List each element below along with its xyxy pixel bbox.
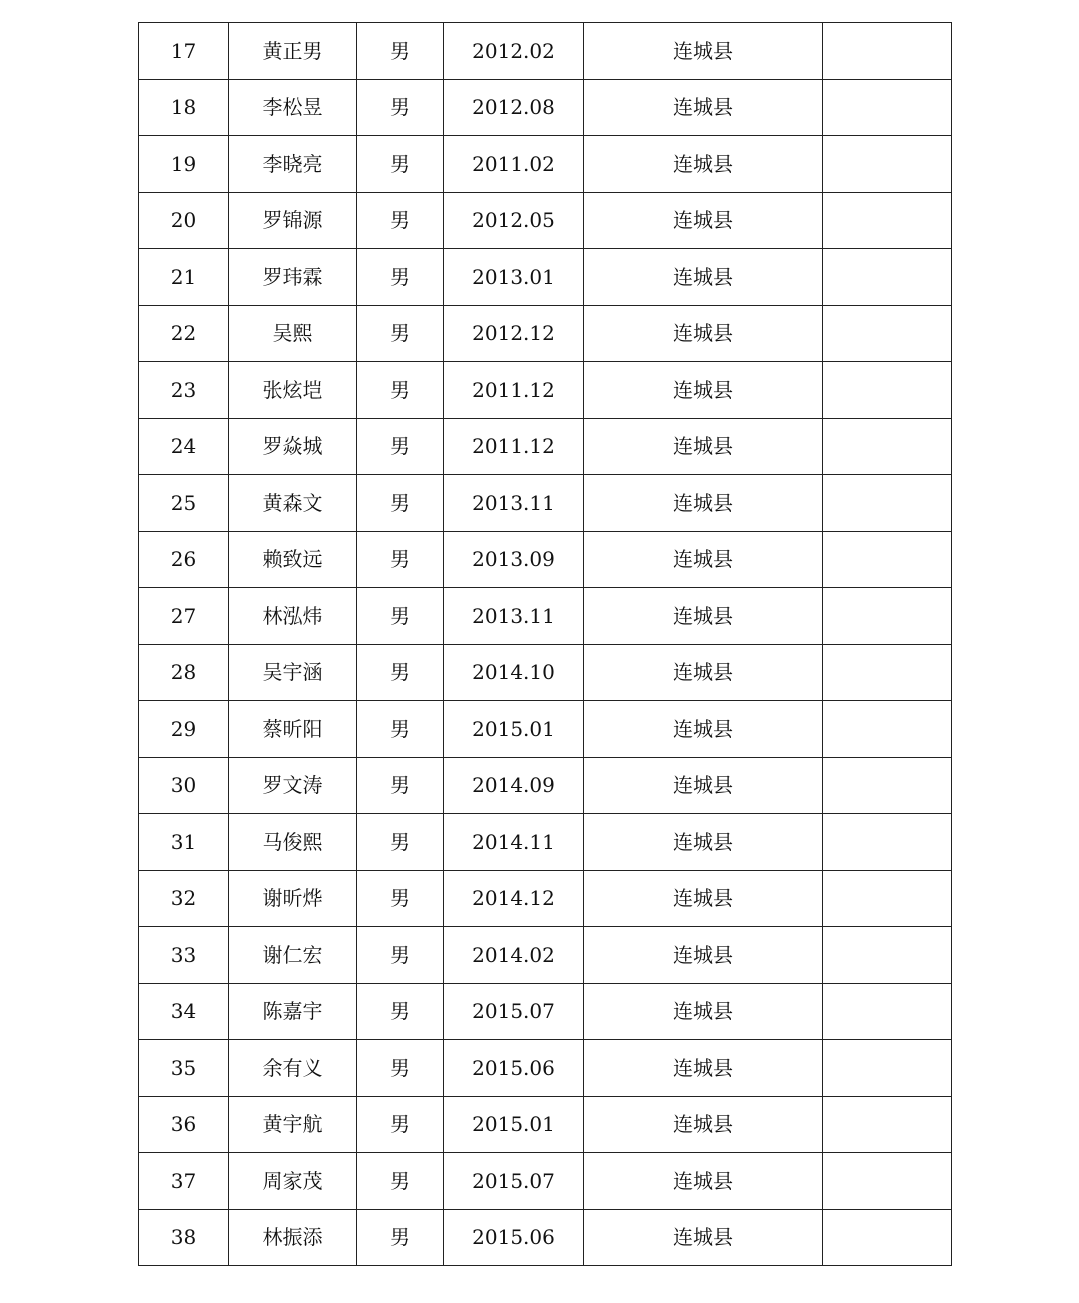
birth-date-cell: 2015.01 <box>444 1096 584 1153</box>
note-cell <box>823 305 952 362</box>
table-row <box>139 23 952 80</box>
row-number-cell: 18 <box>139 79 229 136</box>
note-cell <box>823 1040 952 1097</box>
note-cell <box>823 814 952 871</box>
table-row <box>139 644 952 701</box>
table-row <box>139 983 952 1040</box>
birth-date-cell: 2013.09 <box>444 531 584 588</box>
row-number-cell: 36 <box>139 1096 229 1153</box>
gender-cell: 男 <box>357 757 444 814</box>
gender-cell: 男 <box>357 983 444 1040</box>
row-number-cell: 20 <box>139 192 229 249</box>
note-cell <box>823 1153 952 1210</box>
birth-date-cell: 2012.12 <box>444 305 584 362</box>
gender-cell: 男 <box>357 192 444 249</box>
row-number-cell: 28 <box>139 644 229 701</box>
note-cell <box>823 1096 952 1153</box>
row-number-cell: 25 <box>139 475 229 532</box>
gender-cell: 男 <box>357 136 444 193</box>
gender-cell: 男 <box>357 1209 444 1266</box>
name-cell: 罗锦源 <box>229 192 357 249</box>
gender-cell: 男 <box>357 1040 444 1097</box>
county-cell: 连城县 <box>584 249 823 306</box>
gender-cell: 男 <box>357 701 444 758</box>
name-cell: 赖致远 <box>229 531 357 588</box>
row-number-cell: 27 <box>139 588 229 645</box>
name-cell: 余有义 <box>229 1040 357 1097</box>
birth-date-cell: 2014.12 <box>444 870 584 927</box>
row-number-cell: 31 <box>139 814 229 871</box>
county-cell: 连城县 <box>584 1040 823 1097</box>
note-cell <box>823 757 952 814</box>
county-cell: 连城县 <box>584 588 823 645</box>
name-cell: 黄正男 <box>229 23 357 80</box>
birth-date-cell: 2012.02 <box>444 23 584 80</box>
name-cell: 陈嘉宇 <box>229 983 357 1040</box>
note-cell <box>823 588 952 645</box>
county-cell: 连城县 <box>584 1153 823 1210</box>
birth-date-cell: 2012.08 <box>444 79 584 136</box>
row-number-cell: 24 <box>139 418 229 475</box>
table-row <box>139 1040 952 1097</box>
name-cell: 林振添 <box>229 1209 357 1266</box>
note-cell <box>823 927 952 984</box>
table-row <box>139 362 952 419</box>
table-row <box>139 1209 952 1266</box>
county-cell: 连城县 <box>584 1209 823 1266</box>
row-number-cell: 19 <box>139 136 229 193</box>
row-number-cell: 29 <box>139 701 229 758</box>
birth-date-cell: 2015.07 <box>444 983 584 1040</box>
table-row <box>139 814 952 871</box>
birth-date-cell: 2011.12 <box>444 362 584 419</box>
birth-date-cell: 2015.06 <box>444 1209 584 1266</box>
name-cell: 黄森文 <box>229 475 357 532</box>
name-cell: 吴熙 <box>229 305 357 362</box>
county-cell: 连城县 <box>584 644 823 701</box>
birth-date-cell: 2013.01 <box>444 249 584 306</box>
gender-cell: 男 <box>357 475 444 532</box>
birth-date-cell: 2014.11 <box>444 814 584 871</box>
note-cell <box>823 531 952 588</box>
name-cell: 谢仁宏 <box>229 927 357 984</box>
row-number-cell: 21 <box>139 249 229 306</box>
table-row <box>139 1153 952 1210</box>
note-cell <box>823 23 952 80</box>
gender-cell: 男 <box>357 1153 444 1210</box>
county-cell: 连城县 <box>584 927 823 984</box>
table-row <box>139 701 952 758</box>
table-row <box>139 418 952 475</box>
name-cell: 林泓炜 <box>229 588 357 645</box>
birth-date-cell: 2014.09 <box>444 757 584 814</box>
roster-table-body <box>139 23 952 1266</box>
table-row <box>139 757 952 814</box>
name-cell: 黄宇航 <box>229 1096 357 1153</box>
row-number-cell: 23 <box>139 362 229 419</box>
birth-date-cell: 2014.02 <box>444 927 584 984</box>
name-cell: 马俊熙 <box>229 814 357 871</box>
county-cell: 连城县 <box>584 192 823 249</box>
county-cell: 连城县 <box>584 136 823 193</box>
gender-cell: 男 <box>357 588 444 645</box>
table-row <box>139 588 952 645</box>
name-cell: 李松昱 <box>229 79 357 136</box>
table-row <box>139 870 952 927</box>
gender-cell: 男 <box>357 927 444 984</box>
row-number-cell: 37 <box>139 1153 229 1210</box>
row-number-cell: 33 <box>139 927 229 984</box>
row-number-cell: 17 <box>139 23 229 80</box>
table-row <box>139 192 952 249</box>
row-number-cell: 32 <box>139 870 229 927</box>
gender-cell: 男 <box>357 23 444 80</box>
row-number-cell: 30 <box>139 757 229 814</box>
gender-cell: 男 <box>357 418 444 475</box>
table-row <box>139 79 952 136</box>
birth-date-cell: 2012.05 <box>444 192 584 249</box>
table-row <box>139 305 952 362</box>
county-cell: 连城县 <box>584 983 823 1040</box>
note-cell <box>823 1209 952 1266</box>
county-cell: 连城县 <box>584 701 823 758</box>
gender-cell: 男 <box>357 305 444 362</box>
note-cell <box>823 418 952 475</box>
birth-date-cell: 2014.10 <box>444 644 584 701</box>
birth-date-cell: 2013.11 <box>444 475 584 532</box>
note-cell <box>823 79 952 136</box>
county-cell: 连城县 <box>584 362 823 419</box>
table-row <box>139 927 952 984</box>
county-cell: 连城县 <box>584 79 823 136</box>
roster-table <box>138 22 952 1266</box>
birth-date-cell: 2011.02 <box>444 136 584 193</box>
note-cell <box>823 475 952 532</box>
gender-cell: 男 <box>357 644 444 701</box>
gender-cell: 男 <box>357 814 444 871</box>
row-number-cell: 35 <box>139 1040 229 1097</box>
county-cell: 连城县 <box>584 870 823 927</box>
note-cell <box>823 870 952 927</box>
county-cell: 连城县 <box>584 1096 823 1153</box>
table-row <box>139 531 952 588</box>
birth-date-cell: 2015.07 <box>444 1153 584 1210</box>
note-cell <box>823 249 952 306</box>
birth-date-cell: 2015.01 <box>444 701 584 758</box>
note-cell <box>823 644 952 701</box>
table-row <box>139 136 952 193</box>
gender-cell: 男 <box>357 1096 444 1153</box>
county-cell: 连城县 <box>584 305 823 362</box>
row-number-cell: 26 <box>139 531 229 588</box>
table-row <box>139 1096 952 1153</box>
name-cell: 罗玮霖 <box>229 249 357 306</box>
county-cell: 连城县 <box>584 23 823 80</box>
name-cell: 罗焱城 <box>229 418 357 475</box>
name-cell: 张炫垲 <box>229 362 357 419</box>
county-cell: 连城县 <box>584 531 823 588</box>
row-number-cell: 22 <box>139 305 229 362</box>
note-cell <box>823 362 952 419</box>
county-cell: 连城县 <box>584 418 823 475</box>
county-cell: 连城县 <box>584 814 823 871</box>
row-number-cell: 38 <box>139 1209 229 1266</box>
name-cell: 罗文涛 <box>229 757 357 814</box>
gender-cell: 男 <box>357 531 444 588</box>
table-row <box>139 249 952 306</box>
note-cell <box>823 983 952 1040</box>
table-row <box>139 475 952 532</box>
name-cell: 谢昕烨 <box>229 870 357 927</box>
name-cell: 李晓亮 <box>229 136 357 193</box>
note-cell <box>823 701 952 758</box>
birth-date-cell: 2015.06 <box>444 1040 584 1097</box>
name-cell: 吴宇涵 <box>229 644 357 701</box>
birth-date-cell: 2013.11 <box>444 588 584 645</box>
name-cell: 周家茂 <box>229 1153 357 1210</box>
name-cell: 蔡昕阳 <box>229 701 357 758</box>
note-cell <box>823 136 952 193</box>
gender-cell: 男 <box>357 362 444 419</box>
gender-cell: 男 <box>357 870 444 927</box>
gender-cell: 男 <box>357 249 444 306</box>
county-cell: 连城县 <box>584 475 823 532</box>
note-cell <box>823 192 952 249</box>
gender-cell: 男 <box>357 79 444 136</box>
county-cell: 连城县 <box>584 757 823 814</box>
birth-date-cell: 2011.12 <box>444 418 584 475</box>
row-number-cell: 34 <box>139 983 229 1040</box>
